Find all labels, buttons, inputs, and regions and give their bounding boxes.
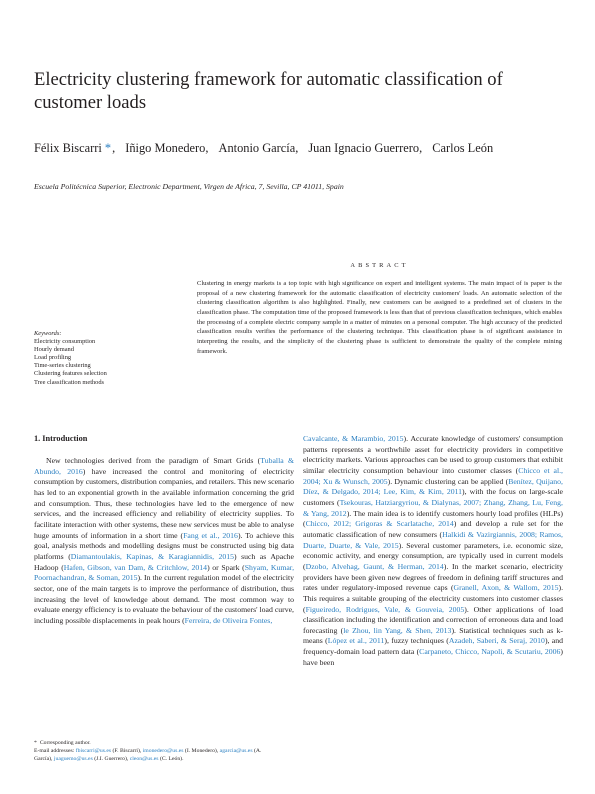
citation-link[interactable]: agarcia@us.es [219, 747, 253, 754]
citation-link[interactable]: Cavalcante, & Marambio, 2015 [303, 434, 404, 443]
footnote [34, 740, 274, 763]
body-text: ). In the current regulation model of the electricity sector, one of the main targets is to improve the performance of distribution, thus increasing the level of knowledge about demand. The most common way to evaluate energy efficiency is to evaluate the behaviour of the customers' load curve, including possible displacements in peak hours ( [34, 573, 294, 625]
author-separator: , [295, 141, 299, 155]
citation-link[interactable]: Shyam, Kumar, Poornachandran, & Soman, 2015 [34, 562, 295, 583]
citation-link[interactable]: Carpaneto, Chicco, Napoli, & Scutariu, 2006 [419, 647, 561, 657]
author-name [308, 141, 422, 155]
body-text: ). The main idea is to identify customers hourly load profiles (HLPs) ( [303, 508, 563, 529]
body-text: ) or Spark ( [207, 562, 245, 572]
body-text: ), fuzzy techniques ( [384, 636, 449, 646]
citation-link[interactable]: Chicco et al., 2004; Xu & Wunsch, 2005 [303, 465, 563, 486]
citation-link[interactable]: imonedero@us.es [142, 747, 184, 754]
citation-link[interactable]: le Zhou, lin Yang, & Shen, 2013 [343, 625, 452, 635]
citation-link[interactable]: Benítez, Quijano, Díez, & Delgado, 2014; Lee, Kim, & Kim, 2011 [303, 476, 563, 497]
keywords-title: Keywords: [34, 330, 62, 337]
keyword-item: Hourly demand [34, 346, 74, 354]
author-name-text: Félix Biscarri [34, 141, 102, 155]
body-text: ). This requires a suitable grouping of the electricity customers into customer classes ( [303, 583, 564, 614]
keyword-item: Electricity consumption [34, 338, 96, 346]
citation-link[interactable]: Diamantoulakis, Kapinas, & Karagiannidis, 2015 [70, 551, 235, 561]
paper-title: Electricity clustering framework for automatic classification of customer loads [34, 69, 503, 113]
keywords-block [34, 330, 184, 387]
author-name [34, 141, 115, 155]
body-text: ) such as Apache Hadoop ( [34, 551, 294, 572]
keyword-item: Load profiling [34, 354, 72, 362]
body-text: ). Accurate knowledge of customers' consumption patterns represents a worthwhile asset for electricity providers in competitive electricity markets. Various approaches can be used to group customers that exhibit similar electricity consumption behaviour into customer classes ( [303, 434, 563, 475]
citation-link[interactable]: Dzobo, Alvehag, Gaunt, & Herman, 2014 [305, 561, 444, 571]
citation-link[interactable]: Halkidi & Vazirgiannis, 2008; Ramos, Duarte, Duarte, & Vale, 2015 [303, 529, 563, 550]
citation-link[interactable]: Tuballa & Abundo, 2016 [34, 456, 294, 476]
citation-link[interactable]: Ferreira, de Oliveira Fontes, [184, 615, 273, 625]
citation-link[interactable]: fbiscarri@us.es [75, 747, 112, 754]
citation-link[interactable]: juaguemo@us.es [53, 755, 93, 762]
author-name-text: Iñigo Monedero [125, 141, 206, 155]
citation-link[interactable]: Granell, Axon, & Wallom, 2015 [453, 583, 559, 593]
body-text: ) and develop a rule set for the automatic classification of new consumers ( [303, 519, 564, 539]
body-text: (A. García), [34, 747, 262, 762]
body-text: ). In the market scenario, electricity providers have been given new degrees of freedom in defining tariff structures and rates under regulatory-imposed revenue caps ( [303, 561, 563, 593]
author-name [432, 141, 493, 155]
body-text: E-mail addresses: [34, 747, 76, 754]
citation-link[interactable]: López et al., 2011 [327, 636, 385, 646]
body-text: ). Several customer parameters, i.e. economic size, economic activity, and energy consumption, are typically used in current models ( [303, 540, 563, 571]
body-text: ). Statistical techniques such as k-means ( [303, 625, 564, 646]
body-text: ), with the focus on large-scale customers ( [303, 487, 563, 507]
corresponding-author-link[interactable]: * [101, 141, 112, 155]
body-text: (F. Biscarri), [111, 747, 143, 754]
author-name-text: Juan Ignacio Guerrero [308, 141, 420, 155]
body-column-left [34, 456, 294, 627]
body-text: ) have been [303, 647, 563, 667]
citation-link[interactable]: Tsekouras, Hatziargyriou, & Dialynas, 2007; Zhang, Zhang, Lu, Feng, & Yang, 2012 [303, 497, 563, 518]
author-name-text: Carlos León [432, 141, 494, 155]
citation-link[interactable]: Chicco, 2012; Grigoras & Scarlatache, 2014 [305, 519, 454, 529]
keyword-item: Tree classification methods [34, 378, 105, 386]
affiliation: Escuela Politécnica Superior, Electronic Department, Virgen de Africa, 7, Sevilla, CP 41011, Spain [34, 182, 344, 191]
body-column-right [303, 434, 563, 668]
footnote-label: Corresponding author. [39, 740, 91, 746]
author-name [125, 141, 208, 155]
citation-link[interactable]: Azadeh, Saberi, & Seraj, 2010 [448, 636, 545, 646]
body-text: (C. León). [158, 755, 184, 762]
author-list [34, 140, 574, 156]
keyword-item: Clustering features selection [34, 370, 107, 378]
keyword-item: Time-series clustering [34, 362, 91, 370]
intro-paragraph-right [303, 434, 563, 668]
abstract-heading: ABSTRACT [350, 262, 409, 269]
citation-link[interactable]: Fang et al., 2016 [183, 530, 238, 540]
body-text: (J.I. Guerrero), [92, 755, 130, 762]
abstract-text: Clustering in energy markets is a top topic with high significance on expert and intelligent systems. The main impact of is paper is the proposal of a new clustering framework for the automatic classification of electricity customers' loads. An automatic selection of the clustering classification algorithm is also highlighted. Finally, new customers can be assigned to a predefined set of clusters in the classification phase. The computation time of the proposed framework is less than that of previous classification techniques, which enables the processing of a complete electric company sample in a matter of minutes on a personal computer. The high accuracy of the predicted classification results verifies the performance of the clustering technique. This classification phase is of significant assistance in interpreting the results, and the simplicity of the clustering phase is sufficient to demonstrate the quality of the complete mining framework. [197, 280, 562, 355]
body-text: ). To achieve this goal, analysis methods and modelling designs must be constructed using big data platforms ( [34, 530, 295, 561]
citation-link[interactable]: cleon@us.es [129, 755, 159, 762]
body-text: New technologies derived from the paradigm of Smart Grids ( [46, 456, 261, 465]
citation-link[interactable]: Figueiredo, Rodrigues, Vale, & Gouveia, 2005 [305, 604, 465, 614]
body-text: ), and frequency-domain load pattern data ( [303, 636, 563, 657]
body-text: (I. Monedero), [183, 747, 220, 754]
author-separator: , [112, 141, 116, 155]
author-name [219, 141, 299, 155]
body-text: ). Dynamic clustering can be applied ( [387, 476, 509, 486]
author-name-text: Antonio García [218, 141, 296, 155]
footnote-emails [34, 748, 274, 764]
footnote-star: * [34, 740, 37, 746]
citation-link[interactable]: Hafen, Gibson, van Dam, & Critchlow, 2014 [63, 562, 208, 572]
body-text: ). Other applications of load classification including the identification and correction of erroneous data and load forecasting ( [303, 604, 563, 635]
intro-paragraph-left [34, 456, 294, 627]
section-heading-introduction: 1. Introduction [34, 434, 88, 443]
author-separator: , [419, 141, 423, 155]
author-separator: , [205, 141, 209, 155]
body-text: ) have increased the control and monitoring of electricity consumption by customers, distribution companies, and retailers. This new scenario has led to an exponential growth in the available information concerning the grid and consumption. Thus, these technologies have led to the emergence of new services, and the increased efficiency and reliability of electricity supplies. To facilitate interaction with other systems, these new services must be able to analyse huge amounts of information in a short time ( [34, 466, 294, 540]
